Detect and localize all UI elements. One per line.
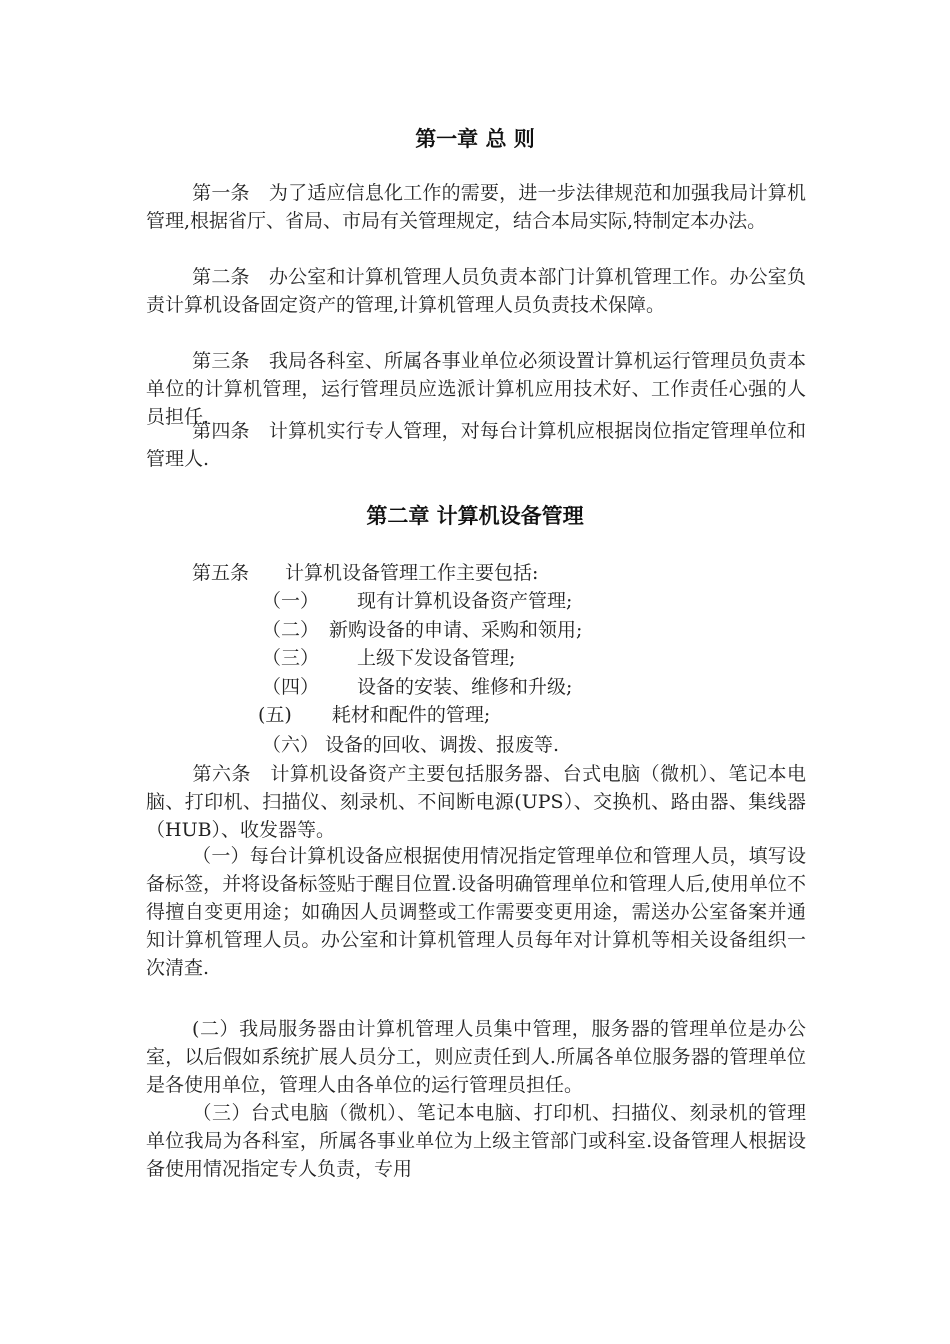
article-4: [146, 417, 806, 473]
list-item-number: （六）: [262, 734, 320, 756]
article-1-text: 第一条 为了适应信息化工作的需要，进一步法律规范和加强我局计算机管理,根据省厅、省局、市局有关管理规定，结合本局实际,特制定本办法。: [146, 182, 806, 232]
list-item: [262, 644, 515, 672]
sub-clause-3: [146, 1099, 806, 1183]
list-item-text: 新购设备的申请、采购和领用;: [329, 619, 583, 641]
list-item: [258, 701, 490, 729]
chapter-1-title: 第一章 总 则: [415, 127, 535, 151]
article-1: [146, 179, 806, 235]
article-3-text: 第三条 我局各科室、所属各事业单位必须设置计算机运行管理员负责本单位的计算机管理，运行管理员应选派计算机应用技术好、工作责任心强的人员担任.: [146, 350, 806, 428]
list-item-text: 现有计算机设备资产管理;: [357, 590, 573, 612]
list-item-text: 设备的安装、维修和升级;: [357, 676, 573, 698]
list-item: [262, 673, 572, 701]
list-item-number: (五): [258, 704, 292, 726]
sub-clause-1: [146, 842, 806, 982]
list-item-text: 耗材和配件的管理;: [331, 704, 491, 726]
list-item: [262, 587, 572, 615]
sub-clause-2: [146, 1015, 806, 1099]
article-5: [192, 559, 538, 587]
article-2: [146, 263, 806, 319]
article-4-text: 第四条 计算机实行专人管理，对每台计算机应根据岗位指定管理单位和管理人.: [146, 420, 806, 470]
sub-clause-3-text: （三）台式电脑（微机）、笔记本电脑、打印机、扫描仪、刻录机的管理单位我局为各科室，所属各事业单位为上级主管部门或科室.设备管理人根据设备使用情况指定专人负责，专用: [146, 1102, 806, 1180]
sub-clause-1-text: （一）每台计算机设备应根据使用情况指定管理单位和管理人员，填写设备标签，并将设备标签贴于醒目位置.设备明确管理单位和管理人后,使用单位不得擅自变更用途；如确因人员调整或工作需要变更用途，需送办公室备案并通知计算机管理人员。办公室和计算机管理人员每年对计算机等相关设备组织一次清查.: [146, 845, 806, 979]
list-item: [262, 731, 559, 759]
article-2-text: 第二条 办公室和计算机管理人员负责本部门计算机管理工作。办公室负责计算机设备固定资产的管理,计算机管理人员负责技术保障。: [146, 266, 806, 316]
chapter-2-title: 第二章 计算机设备管理: [366, 504, 584, 528]
article-5-text: 计算机设备管理工作主要包括:: [285, 562, 539, 584]
article-6-text: 第六条 计算机设备资产主要包括服务器、台式电脑（微机）、笔记本电脑、打印机、扫描仪、刻录机、不间断电源(UPS）、交换机、路由器、集线器（HUB）、收发器等。: [146, 763, 806, 841]
list-item-number: （四）: [262, 676, 320, 698]
article-5-label: 第五条: [192, 562, 250, 584]
list-item-number: （三）: [262, 647, 320, 669]
list-item-number: （一）: [262, 590, 320, 612]
list-item-text: 上级下发设备管理;: [357, 647, 516, 669]
sub-clause-2-text: (二）我局服务器由计算机管理人员集中管理，服务器的管理单位是办公室，以后假如系统扩展人员分工，则应责任到人.所属各单位服务器的管理单位是各使用单位，管理人由各单位的运行管理员担任。: [146, 1018, 806, 1096]
list-item: [262, 616, 582, 644]
article-6: [146, 760, 806, 844]
list-item-text: 设备的回收、调拨、报废等.: [325, 734, 560, 756]
list-item-number: （二）: [262, 619, 320, 641]
